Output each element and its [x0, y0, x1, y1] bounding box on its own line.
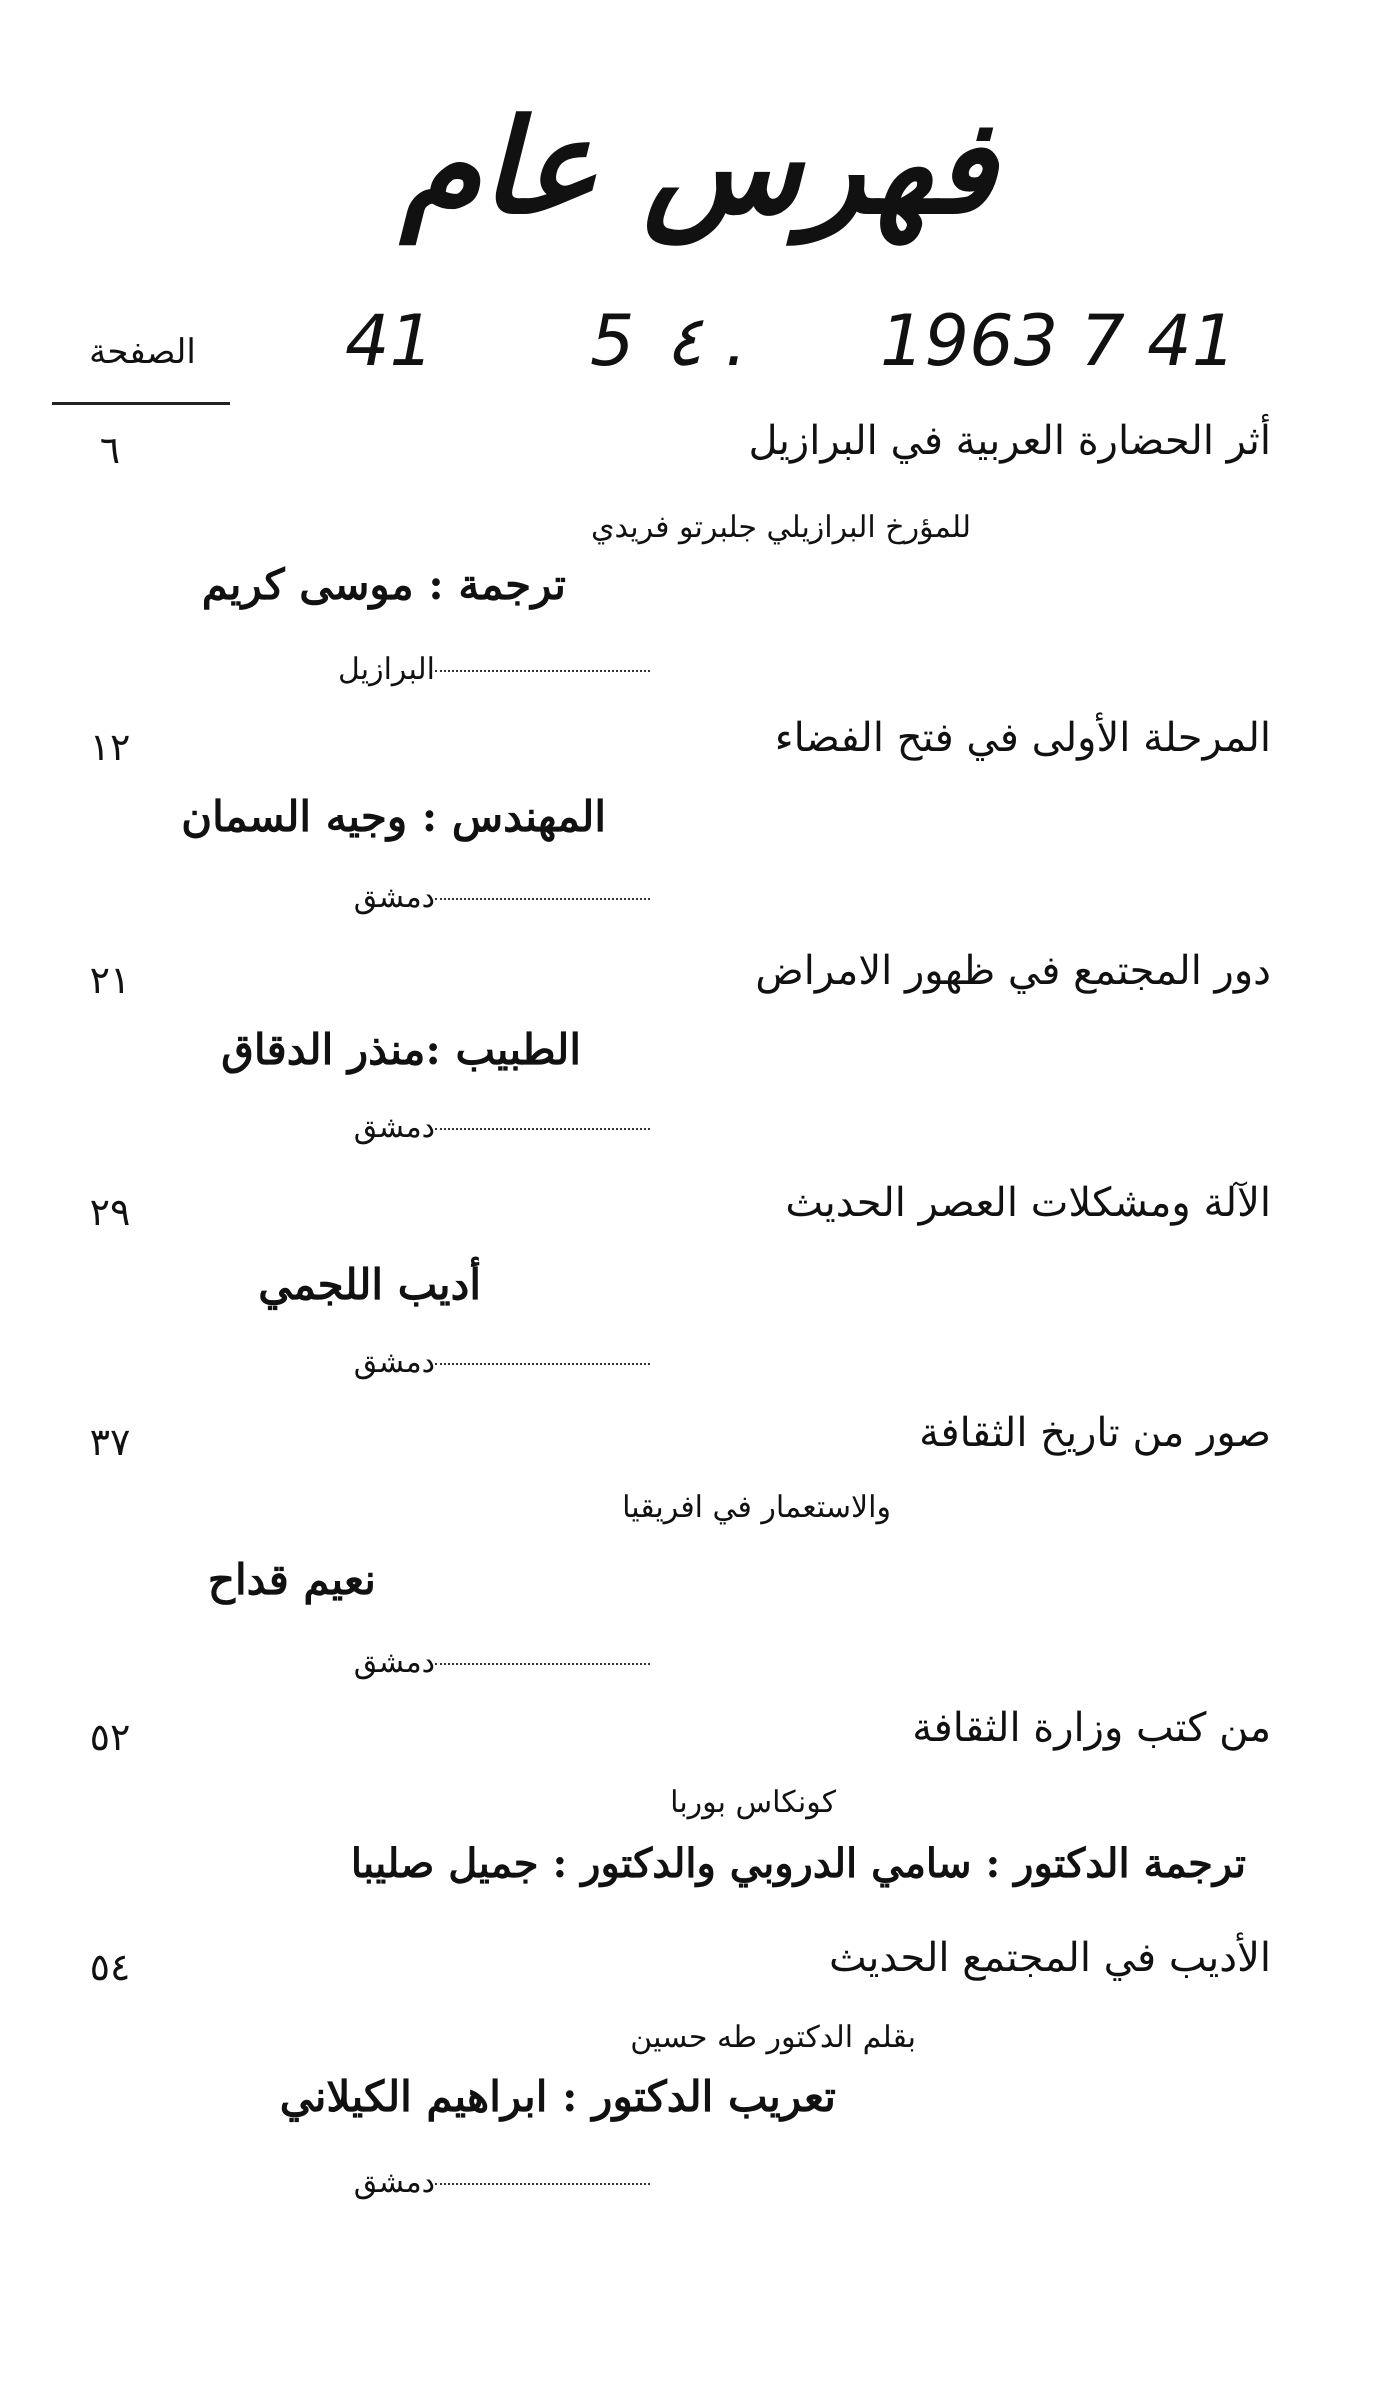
entry-place: [300, 880, 660, 915]
entry-title: أثر الحضارة العربية في البرازيل: [748, 418, 1271, 464]
entry-title: الأديب في المجتمع الحديث: [828, 1935, 1271, 1981]
entry-author: تعريب الدكتور : ابراهيم الكيلاني: [279, 2072, 836, 2121]
handwritten-note-3: 5: [590, 300, 635, 382]
page-column-header: الصفحة: [89, 332, 196, 372]
entry-title: صور من تاريخ الثقافة: [919, 1410, 1271, 1456]
entry-page-number: ١٢: [89, 725, 131, 769]
entry-author: ترجمة الدكتور : سامي الدروبي والدكتور : جميل صليبا: [350, 1840, 1246, 1887]
dotted-leader: [435, 1663, 650, 1665]
entry-title: من كتب وزارة الثقافة: [912, 1705, 1271, 1751]
entry-place-text: دمشق: [353, 1110, 435, 1145]
entry-page-number: ٣٧: [89, 1420, 131, 1464]
entry-author: أديب اللجمي: [258, 1260, 481, 1309]
entry-title: الآلة ومشكلات العصر الحديث: [785, 1180, 1271, 1226]
handwritten-note-1: 1963 7 41: [880, 300, 1237, 382]
entry-place-text: دمشق: [353, 2165, 435, 2200]
dotted-leader: [435, 898, 650, 900]
entry-place: [300, 2165, 660, 2200]
entry-page-number: ٢١: [89, 958, 131, 1002]
dotted-leader: [435, 1363, 650, 1365]
entry-place-text: دمشق: [353, 880, 435, 915]
dotted-leader: [435, 670, 650, 672]
dotted-leader: [435, 2183, 650, 2185]
entry-author: نعيم قداح: [207, 1555, 376, 1604]
entry-subtitle: والاستعمار في افريقيا: [622, 1490, 891, 1525]
entry-subtitle: للمؤرخ البرازيلي جلبرتو فريدي: [591, 510, 971, 545]
entry-author: المهندس : وجيه السمان: [181, 792, 606, 841]
entry-title: المرحلة الأولى في فتح الفضاء: [774, 715, 1271, 761]
handwritten-note-2: ٤ .: [665, 300, 748, 382]
entry-page-number: ٦: [99, 428, 121, 472]
entry-page-number: ٢٩: [89, 1190, 131, 1234]
dotted-leader: [435, 1128, 650, 1130]
entry-subtitle: كونكاس بوربا: [670, 1785, 836, 1820]
entry-place-text: البرازيل: [338, 652, 435, 687]
entry-place: [300, 1645, 660, 1680]
entry-author: الطبيب :منذر الدقاق: [221, 1025, 581, 1074]
header-underline: [52, 402, 230, 405]
entry-subtitle: بقلم الدكتور طه حسين: [630, 2020, 916, 2055]
entry-place-text: دمشق: [353, 1345, 435, 1380]
page-title: فهرس عام: [400, 90, 996, 243]
entry-page-number: ٥٤: [89, 1945, 131, 1989]
entry-place: [300, 1345, 660, 1380]
entry-title: دور المجتمع في ظهور الامراض: [755, 948, 1271, 994]
handwritten-note-4: 41: [345, 300, 435, 382]
entry-place: [300, 652, 660, 687]
entry-place-text: دمشق: [353, 1645, 435, 1680]
entry-place: [300, 1110, 660, 1145]
entry-author: ترجمة : موسى كريم: [201, 560, 566, 609]
entry-page-number: ٥٢: [89, 1715, 131, 1759]
